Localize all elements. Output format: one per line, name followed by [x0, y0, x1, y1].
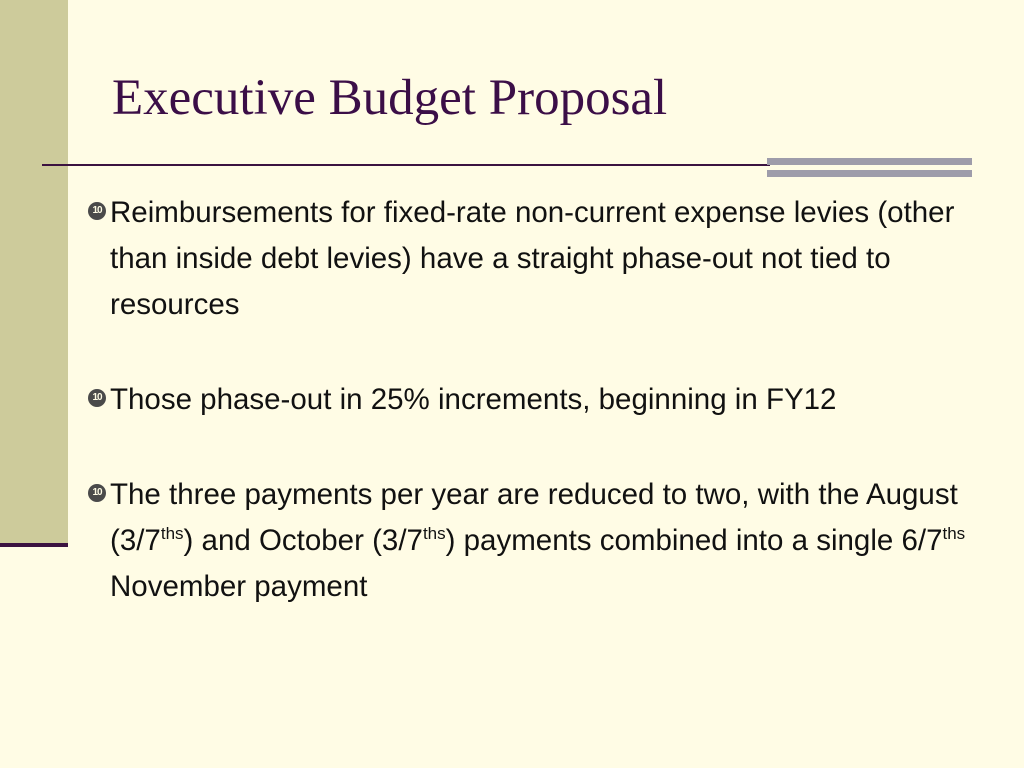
ordinal-superscript: ths: [942, 524, 966, 543]
slide-title: Executive Budget Proposal: [112, 70, 668, 126]
bullet-text: Reimbursements for fixed-rate non-current expense levies (other than inside debt levies) have a straight phase-out not tied to resources: [110, 196, 955, 321]
bullet-item: [88, 377, 1018, 423]
bullet-list: [88, 190, 1018, 610]
circled-ten-icon: 10: [88, 202, 106, 220]
title-divider: [42, 164, 770, 166]
side-bar: [0, 0, 68, 545]
accent-bar-top: [767, 158, 972, 165]
circled-ten-icon: 10: [88, 484, 106, 502]
bullet-text-part: The three payments per year are reduced to two, with the August (3/7: [110, 478, 958, 557]
side-bar-divider: [0, 543, 68, 547]
bullet-item: [88, 472, 1018, 610]
bullet-text-part: ) payments combined into a single 6/7: [445, 524, 943, 557]
bullet-text-part: November payment: [110, 570, 368, 603]
bullet-text-part: ) and October (3/7: [183, 524, 423, 557]
accent-bar-bottom: [767, 170, 972, 177]
bullet-text: Those phase-out in 25% increments, beginning in FY12: [110, 383, 837, 416]
title-divider-accent: [767, 158, 972, 178]
circled-ten-icon: 10: [88, 389, 106, 407]
ordinal-superscript: ths: [422, 524, 446, 543]
ordinal-superscript: ths: [160, 524, 184, 543]
bullet-item: [88, 190, 1018, 328]
